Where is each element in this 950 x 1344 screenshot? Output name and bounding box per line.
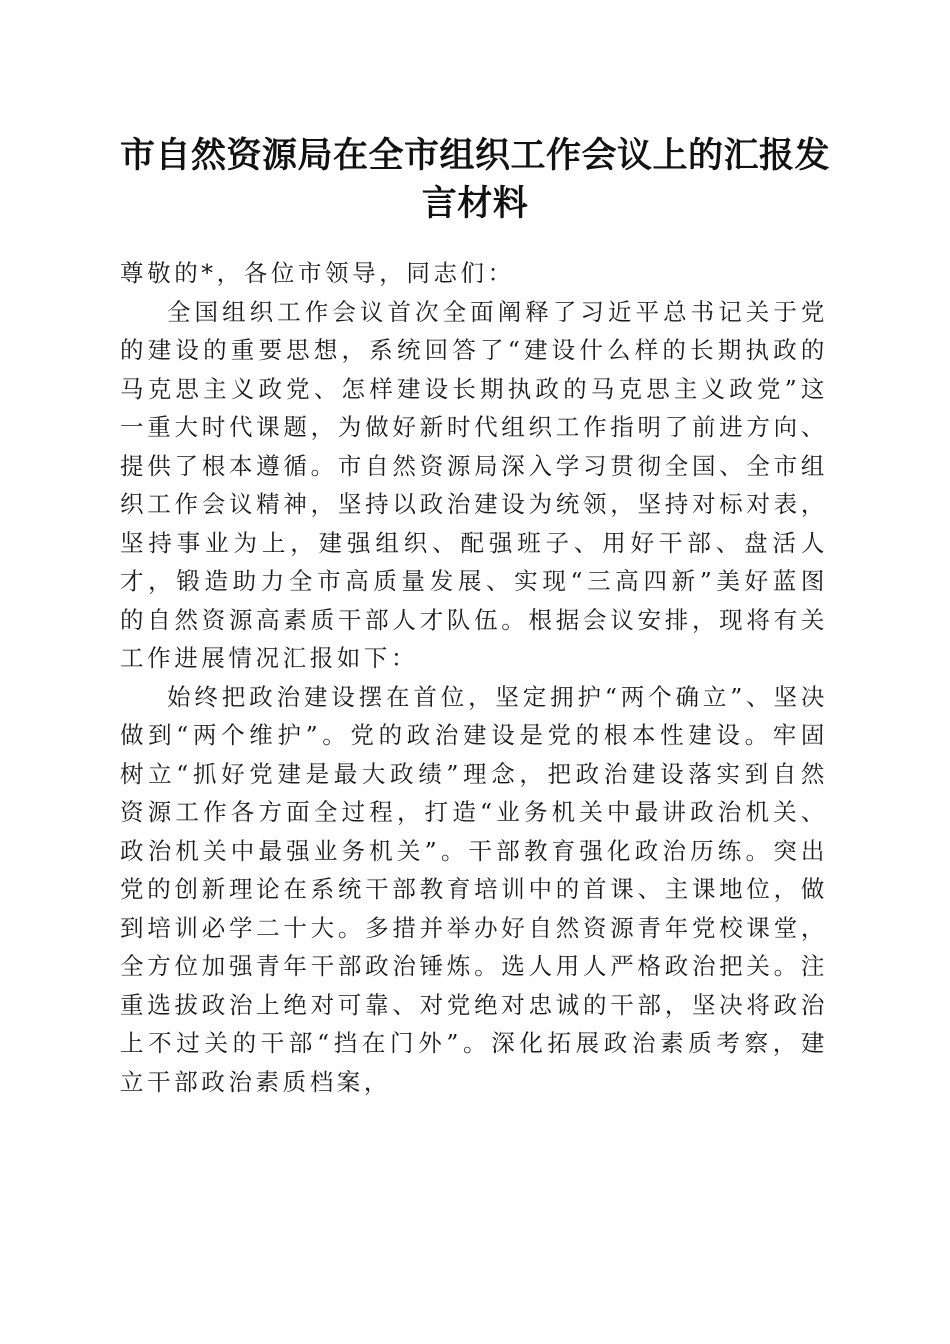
paragraph-political-construction: 始终把政治建设摆在首位，坚定拥护“两个确立”、坚决做到“两个维护”。党的政治建设是党的根本性建设。牢固树立“抓好党建是最大政绩”理念，把政治建设落实到自然资源工作各方面全过程，打造“业务机关中最讲政治机关、政治机关中最强业务机关”。干部教育强化政治历练。突出党的创新理论在系统干部教育培训中的首课、主课地位，做到培训必学二十大。多措并举办好自然资源青年党校课堂，全方位加强青年干部政治锤炼。选人用人严格政治把关。注重选拔政治上绝对可靠、对党绝对忠诚的干部，坚决将政治上不过关的干部“挡在门外”。深化拓展政治素质考察，建立干部政治素质档案， xyxy=(120,682,828,1096)
salutation: 尊敬的*，各位市领导，同志们： xyxy=(120,259,515,287)
document-body xyxy=(120,254,828,1101)
paragraph-intro: 全国组织工作会议首次全面阐释了习近平总书记关于党的建设的重要思想，系统回答了“建设什么样的长期执政的马克思主义政党、怎样建设长期执政的马克思主义政党”这一重大时代课题，为做好新时代组织工作指明了前进方向、提供了根本遵循。市自然资源局深入学习贯彻全国、全市组织工作会议精神，坚持以政治建设为统领，坚持对标对表，坚持事业为上，建强组织、配强班子、用好干部、盘活人才，锻造助力全市高质量发展、实现“三高四新”美好蓝图的自然资源高素质干部人才队伍。根据会议安排，现将有关工作进展情况汇报如下： xyxy=(120,297,828,672)
document-title: 市自然资源局在全市组织工作会议上的汇报发言材料 xyxy=(119,135,830,224)
